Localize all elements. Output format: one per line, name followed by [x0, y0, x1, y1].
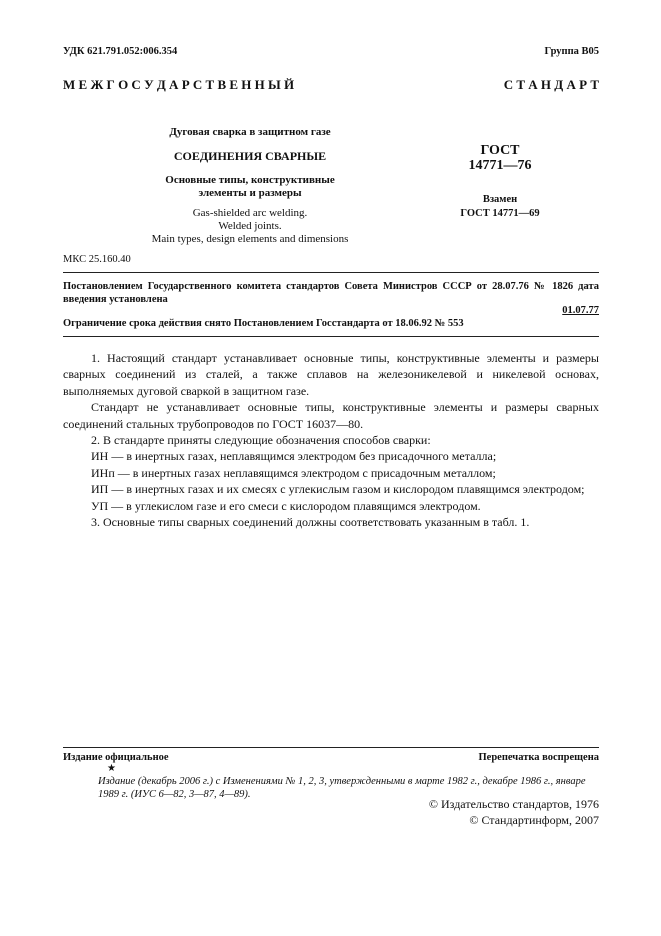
gost-label: ГОСТ	[480, 143, 520, 158]
paragraph-2: Стандарт не устанавливает основные типы, конструктивные элементы и размеры сварных соединений стальных трубопроводов по ГОСТ 16037—80.	[63, 400, 599, 431]
edition-history: Издание (декабрь 2006 г.) с Изменениями № 1, 2, 3, утвержденными в марте 1982 г., декабре 1986 г., январе 1989 г. (ИУС 6—82, 3—87, 4—89).	[98, 776, 586, 800]
official-edition: Издание официальное	[63, 752, 169, 763]
paragraph-1: 1. Настоящий стандарт устанавливает основные типы, конструктивные элементы и размеры сварных соединений из сталей, а также сплавов на железоникелевой и никелевой основах, выполняемых дуговой сваркой в защитном газе.	[63, 351, 599, 398]
subtitle-line-1: Основные типы, конструктивные	[165, 174, 335, 186]
title-subject: Дуговая сварка в защитном газе	[169, 126, 331, 138]
english-line-1: Gas-shielded arc welding.	[192, 207, 308, 219]
english-line-3: Main types, design elements and dimensions	[151, 233, 349, 245]
title-subtitle	[100, 174, 400, 200]
replaces-number: ГОСТ 14771—69	[460, 208, 540, 219]
copyright-1: © Издательство стандартов, 1976	[428, 797, 599, 811]
paragraph-3: 2. В стандарте приняты следующие обозначения способов сварки:	[91, 433, 431, 448]
paragraph-6: ИП — в инертных газах и их смесях с углекислым газом и кислородом плавящимся электродом;	[91, 482, 585, 497]
star-icon: ★	[107, 763, 116, 774]
gost-replaces	[440, 193, 560, 221]
group-code: Группа В05	[544, 46, 599, 57]
reprint-prohibited: Перепечатка воспрещена	[478, 752, 599, 763]
mks-code: МКС 25.160.40	[63, 254, 131, 265]
replaces-label: Взамен	[482, 194, 518, 205]
limit-note: Ограничение срока действия снято Постановлением Госстандарта от 18.06.92 № 553	[63, 318, 464, 329]
paragraph-4: ИН — в инертных газах, неплавящимся электродом без присадочного металла;	[91, 449, 497, 464]
banner-word-interstate: М Е Ж Г О С У Д А Р С Т В Е Н Н Ы Й	[63, 77, 295, 92]
paragraph-7: УП — в углекислом газе и его смеси с кислородом плавящимся электродом.	[91, 498, 481, 513]
subtitle-line-2: элементы и размеры	[198, 187, 302, 199]
divider-top	[63, 272, 599, 273]
gost-designation	[440, 143, 560, 173]
english-line-2: Welded joints.	[218, 220, 282, 232]
divider-decree	[63, 336, 599, 337]
gost-number: 14771—76	[468, 158, 532, 173]
title-english	[100, 207, 400, 246]
paragraph-5: ИНп — в инертных газах неплавящимся электродом с присадочным металлом;	[91, 465, 496, 480]
decree-text: Постановлением Государственного комитета стандартов Совета Министров СССР от 28.07.76 № 1826 дата введения установлена	[63, 281, 599, 305]
banner-word-standard: С Т А Н Д А Р Т	[503, 77, 599, 92]
body-text	[63, 350, 599, 530]
divider-footer	[63, 747, 599, 748]
standard-banner	[63, 77, 599, 93]
title-main: СОЕДИНЕНИЯ СВАРНЫЕ	[173, 149, 327, 163]
introduction-date: 01.07.77	[562, 305, 599, 316]
udk-code: УДК 621.791.052:006.354	[63, 46, 178, 57]
copyright-2: © Стандартинформ, 2007	[469, 813, 599, 827]
paragraph-8: 3. Основные типы сварных соединений должны соответствовать указанным в табл. 1.	[91, 515, 530, 530]
